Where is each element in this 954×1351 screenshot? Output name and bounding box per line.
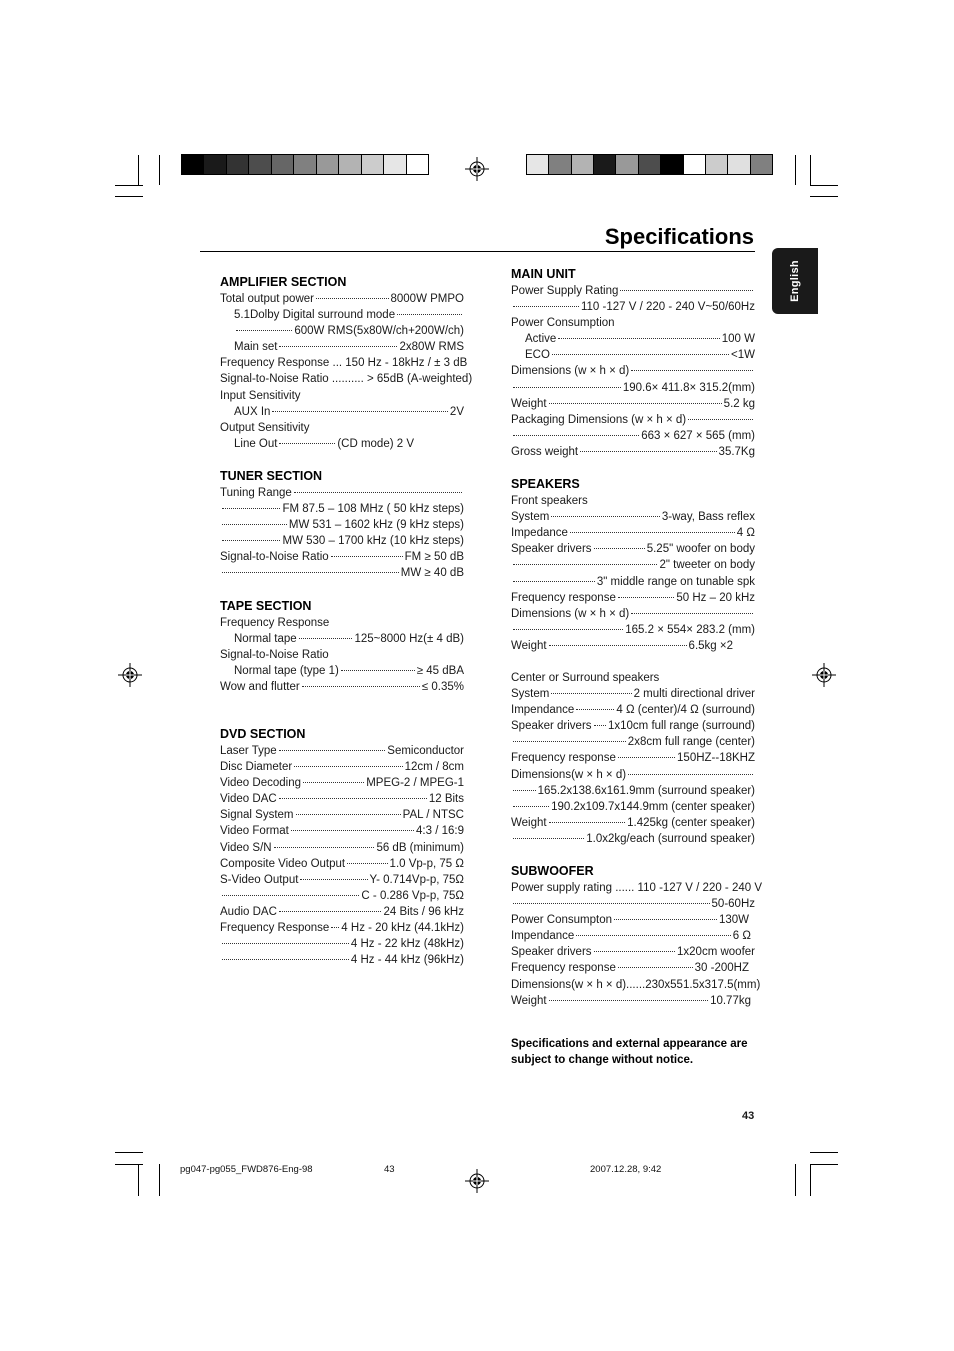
color-patch [182, 155, 204, 174]
change-notice: Specifications and external appearance are subject to change without notice. [511, 1038, 748, 1066]
crop-mark [115, 185, 143, 186]
color-patch [661, 155, 683, 174]
spec-row: Center or Surround speakers [511, 671, 660, 684]
color-patch [204, 155, 226, 174]
page-title: Specifications [604, 224, 754, 249]
crop-mark [810, 1164, 838, 1165]
right-column [511, 266, 763, 1009]
spec-row: Weight 10.77kg [511, 994, 751, 1007]
spec-row: System 3-way, Bass reflex [511, 511, 755, 524]
spec-row: Signal-to-Noise Ratio .......... > 65dB (A-weighted) [220, 373, 473, 386]
spec-row: Impendance 6 Ω [511, 930, 751, 943]
crop-mark [810, 185, 838, 186]
spec-row: 663 × 627 × 565 (mm) [511, 428, 755, 444]
color-calibration-strip-left [181, 154, 429, 175]
language-tab [772, 248, 818, 314]
spec-row: Main set 2x80W RMS [234, 341, 464, 354]
crop-mark [138, 1164, 139, 1196]
color-patch [407, 155, 428, 174]
color-patch [594, 155, 616, 174]
spec-row: C - 0.286 Vp-p, 75Ω [220, 888, 464, 904]
spec-row: 50-60Hz [511, 896, 755, 912]
spec-row: Dimensions(w × h × d) [511, 767, 755, 783]
crop-mark [810, 196, 838, 197]
color-patch [362, 155, 384, 174]
spec-row: Dimensions(w × h × d)......230x551.5x317.5(mm) [511, 978, 761, 991]
spec-row: 2x8cm full range (center) [511, 734, 755, 750]
spec-row: Output Sensitivity [220, 421, 310, 434]
section-heading: SPEAKERS [511, 477, 580, 492]
spec-row: 4 Hz - 44 kHz (96kHz) [220, 952, 464, 968]
spec-row: Disc Diameter 12cm / 8cm [220, 761, 464, 774]
crop-mark [795, 1164, 796, 1196]
spec-row: Laser Type Semiconductor [220, 744, 464, 757]
crop-mark [795, 155, 796, 185]
spec-row: Signal-to-Noise Ratio FM ≥ 50 dB [220, 551, 464, 564]
spec-row: Audio DAC 24 Bits / 96 kHz [220, 905, 464, 918]
spec-row: Power Consumption [511, 317, 615, 330]
spec-row: Weight 5.2 kg [511, 397, 755, 410]
color-patch [728, 155, 750, 174]
spec-row: AUX In 2V [234, 405, 464, 418]
color-patch [249, 155, 271, 174]
spec-row: Signal System PAL / NTSC [220, 809, 464, 822]
section-heading: TAPE SECTION [220, 598, 312, 613]
spec-row: Video S/N 56 dB (minimum) [220, 841, 464, 854]
spec-row: Tuning Range [220, 485, 464, 501]
spec-row: Video Format 4:3 / 16:9 [220, 825, 464, 838]
crop-mark [810, 1152, 838, 1153]
registration-mark-icon [118, 663, 142, 687]
crop-mark [810, 155, 811, 185]
color-patch [616, 155, 638, 174]
spec-row: Front speakers [511, 495, 588, 508]
color-patch [639, 155, 661, 174]
spec-row: Frequency Response 4 Hz - 20 kHz (44.1kHz) [220, 922, 464, 934]
spec-row: 165.2x138.6x161.9mm (surround speaker) [511, 783, 755, 799]
spec-row: 1.0x2kg/each (surround speaker) [511, 831, 755, 847]
spec-row: Dimensions (w × h × d) [511, 606, 755, 622]
footer-page: 43 [384, 1164, 395, 1175]
crop-mark [138, 155, 139, 185]
spec-row: Total output power 8000W PMPO [220, 293, 464, 305]
spec-row: 600W RMS(5x80W/ch+200W/ch) [220, 323, 464, 339]
color-patch [706, 155, 728, 174]
spec-row: MW 531 – 1602 kHz (9 kHz steps) [220, 517, 464, 533]
spec-row: Frequency Response [220, 616, 330, 629]
spec-row: 3" middle range on tunable spk [511, 574, 755, 590]
crop-mark [810, 1164, 811, 1196]
spec-row: Composite Video Output 1.0 Vp-p, 75 Ω [220, 857, 464, 870]
spec-row: 110 -127 V / 220 - 240 V~50/60Hz [511, 299, 755, 315]
crop-mark [115, 1164, 143, 1165]
spec-row: Input Sensitivity [220, 389, 301, 402]
spec-row: Frequency Response ... 150 Hz - 18kHz / ± 3 dB [220, 357, 468, 370]
spec-row: Impedance 4 Ω [511, 527, 755, 540]
spec-row: Frequency response 150HZ--18KHZ [511, 752, 755, 765]
color-patch [384, 155, 406, 174]
spec-row: MW ≥ 40 dB [220, 565, 464, 581]
section-heading: SUBWOOFER [511, 864, 594, 878]
spec-row: Weight 6.5kg ×2 [511, 639, 733, 652]
color-patch [294, 155, 316, 174]
page-number: 43 [742, 1110, 755, 1122]
spec-row: 190.2x109.7x144.9mm (center speaker) [511, 799, 755, 815]
spec-row: 4 Hz - 22 kHz (48kHz) [220, 936, 464, 952]
spec-row: Video DAC 12 Bits [220, 793, 464, 806]
left-column [220, 274, 473, 968]
spec-row: Power Supply Rating [511, 283, 755, 299]
crop-mark [115, 1152, 143, 1153]
spec-row: Frequency response 30 -200HZ [511, 962, 749, 975]
color-patch [572, 155, 594, 174]
registration-mark-icon [465, 1169, 489, 1193]
color-patch [272, 155, 294, 174]
spec-row: Dimensions (w × h × d) [511, 363, 755, 379]
spec-row: 2" tweeter on body [511, 557, 755, 573]
spec-row: Normal tape 125~8000 Hz(± 4 dB) [234, 632, 464, 645]
color-calibration-strip-right [526, 154, 773, 175]
registration-mark-icon [812, 663, 836, 687]
title-rule [200, 251, 755, 252]
spec-row: Power Consumpton 130W [511, 914, 749, 927]
color-patch [527, 155, 549, 174]
color-patch [751, 155, 772, 174]
spec-row: Weight 1.425kg (center speaker) [511, 816, 755, 829]
color-patch [227, 155, 249, 174]
color-patch [684, 155, 706, 174]
spec-row: System 2 multi directional driver [511, 688, 755, 701]
crop-mark [115, 196, 143, 197]
spec-row: 165.2 × 554× 283.2 (mm) [511, 622, 755, 638]
spec-row: ECO <1W [525, 349, 755, 362]
spec-row: Gross weight 35.7Kg [511, 445, 755, 458]
spec-row: Power supply rating ...... 110 -127 V / 220 - 240 V [511, 882, 763, 894]
spec-row: Speaker drivers 5.25" woofer on body [511, 543, 755, 556]
registration-mark-icon [465, 157, 489, 181]
spec-row: Wow and flutter ≤ 0.35% [220, 680, 464, 693]
spec-row: 190.6× 411.8× 315.2(mm) [511, 380, 755, 396]
spec-row: Signal-to-Noise Ratio [220, 648, 329, 661]
spec-row: Packaging Dimensions (w × h × d) [511, 412, 755, 428]
spec-row: MW 530 – 1700 kHz (10 kHz steps) [220, 533, 464, 549]
color-patch [549, 155, 571, 174]
crop-mark [159, 155, 160, 185]
spec-row: Active 100 W [525, 333, 755, 346]
footer-timestamp: 2007.12.28, 9:42 [590, 1164, 662, 1175]
section-heading: MAIN UNIT [511, 267, 576, 281]
language-tab-label: English [789, 260, 801, 302]
section-heading: DVD SECTION [220, 726, 306, 741]
color-patch [317, 155, 339, 174]
spec-row: Impendance 4 Ω (center)/4 Ω (surround) [511, 704, 755, 717]
section-heading: TUNER SECTION [220, 468, 323, 483]
spec-row: Speaker drivers 1x10cm full range (surround) [511, 720, 755, 733]
color-patch [339, 155, 361, 174]
spec-row: Video Decoding MPEG-2 / MPEG-1 [220, 777, 464, 790]
spec-row: FM 87.5 – 108 MHz ( 50 kHz steps) [220, 501, 464, 517]
crop-mark [159, 1164, 160, 1196]
spec-row: Frequency response 50 Hz – 20 kHz [511, 591, 755, 604]
footer-filename: pg047-pg055_FWD876-Eng-98 [180, 1164, 313, 1175]
spec-row: Normal tape (type 1) ≥ 45 dBA [234, 664, 464, 677]
spec-row: Line Out (CD mode) 2 V [234, 437, 414, 450]
spec-row: Speaker drivers 1x20cm woofer [511, 946, 755, 959]
spec-row: 5.1Dolby Digital surround mode [220, 307, 464, 323]
spec-row: S-Video Output Y- 0.714Vp-p, 75Ω [220, 873, 464, 886]
section-heading: AMPLIFIER SECTION [220, 275, 347, 289]
